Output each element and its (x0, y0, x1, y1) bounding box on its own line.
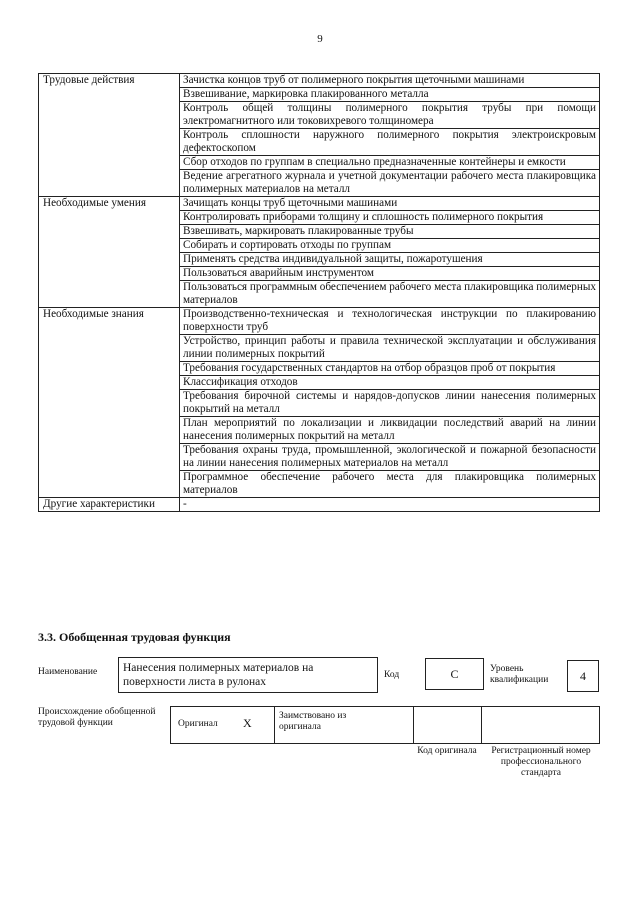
row-label: Трудовые действия (39, 74, 180, 197)
row-item: Пользоваться аварийным инструментом (180, 267, 600, 281)
origin-table (170, 706, 600, 744)
name-label: Наименование (38, 667, 98, 677)
row-item: Классификация отходов (180, 376, 600, 390)
row-item: Ведение агрегатного журнала и учетной документации рабочего места плакировщика полимерных материалов на металл (180, 170, 600, 197)
row-item: Устройство, принцип работы и правила технической эксплуатации и обслуживания линии полимерных покрытий (180, 335, 600, 362)
row-label: Другие характеристики (39, 498, 180, 512)
divider (274, 707, 275, 743)
row-item: Контроль общей толщины полимерного покрытия трубы при помощи электромагнитного или токовихревого толщиномера (180, 102, 600, 129)
name-field (118, 657, 378, 693)
divider (481, 707, 482, 743)
code-value: C (450, 667, 459, 681)
table-row (39, 308, 600, 335)
code-original-label: Код оригинала (417, 746, 477, 756)
row-item: Производственно-техническая и технологическая инструкции по плакированию поверхности труб (180, 308, 600, 335)
row-item: Контроль сплошности наружного полимерного покрытия электроискровым дефектоскопом (180, 129, 600, 156)
page-number: 9 (317, 33, 323, 45)
row-item: Собирать и сортировать отходы по группам (180, 239, 600, 253)
row-item: Программное обеспечение рабочего места для плакировщика полимерных материалов (180, 471, 600, 498)
divider (413, 707, 414, 743)
row-item: Пользоваться программным обеспечением рабочего места плакировщика полимерных материалов (180, 281, 600, 308)
level-value: 4 (580, 669, 586, 683)
row-item: Применять средства индивидуальной защиты, пожаротушения (180, 253, 600, 267)
row-label: Необходимые умения (39, 197, 180, 308)
name-value: Нанесения полимерных материалов на поверхности листа в рулонах (123, 662, 314, 688)
row-item: Требования бирочной системы и нарядов-допусков линии нанесения полимерных покрытий на металл (180, 390, 600, 417)
row-label: Необходимые знания (39, 308, 180, 498)
borrowed-label: Заимствовано из оригинала (279, 711, 347, 732)
original-mark: X (243, 716, 252, 730)
section-title: 3.3. Обобщенная трудовая функция (38, 630, 231, 644)
row-item: Зачистка концов труб от полимерного покрытия щеточными машинами (180, 74, 600, 88)
row-item: Взвешивать, маркировать плакированные трубы (180, 225, 600, 239)
row-item: Требования государственных стандартов на отбор образцов проб от покрытия (180, 362, 600, 376)
row-item: План мероприятий по локализации и ликвидации последствий аварий на линии нанесения полимерных покрытий на металл (180, 417, 600, 444)
row-item: Зачищать концы труб щеточными машинами (180, 197, 600, 211)
labor-functions-table (38, 73, 600, 512)
level-label: Уровень квалификации (490, 664, 549, 685)
origin-label: Происхождение обобщенной трудовой функции (38, 707, 156, 728)
row-item: Сбор отходов по группам в специально предназначенные контейнеры и емкости (180, 156, 600, 170)
original-label: Оригинал (178, 719, 218, 729)
code-label: Код (384, 670, 400, 680)
reg-number-label: Регистрационный номер профессионального стандарта (491, 746, 591, 778)
code-field (425, 658, 484, 690)
row-item: Контролировать приборами толщину и сплошность полимерного покрытия (180, 211, 600, 225)
table-row (39, 197, 600, 211)
level-field (567, 660, 599, 692)
row-item: - (180, 498, 600, 512)
table-row (39, 498, 600, 512)
table-row (39, 74, 600, 88)
row-item: Взвешивание, маркировка плакированного металла (180, 88, 600, 102)
row-item: Требования охраны труда, промышленной, экологической и пожарной безопасности на линии нанесения полимерных материалов на металл (180, 444, 600, 471)
